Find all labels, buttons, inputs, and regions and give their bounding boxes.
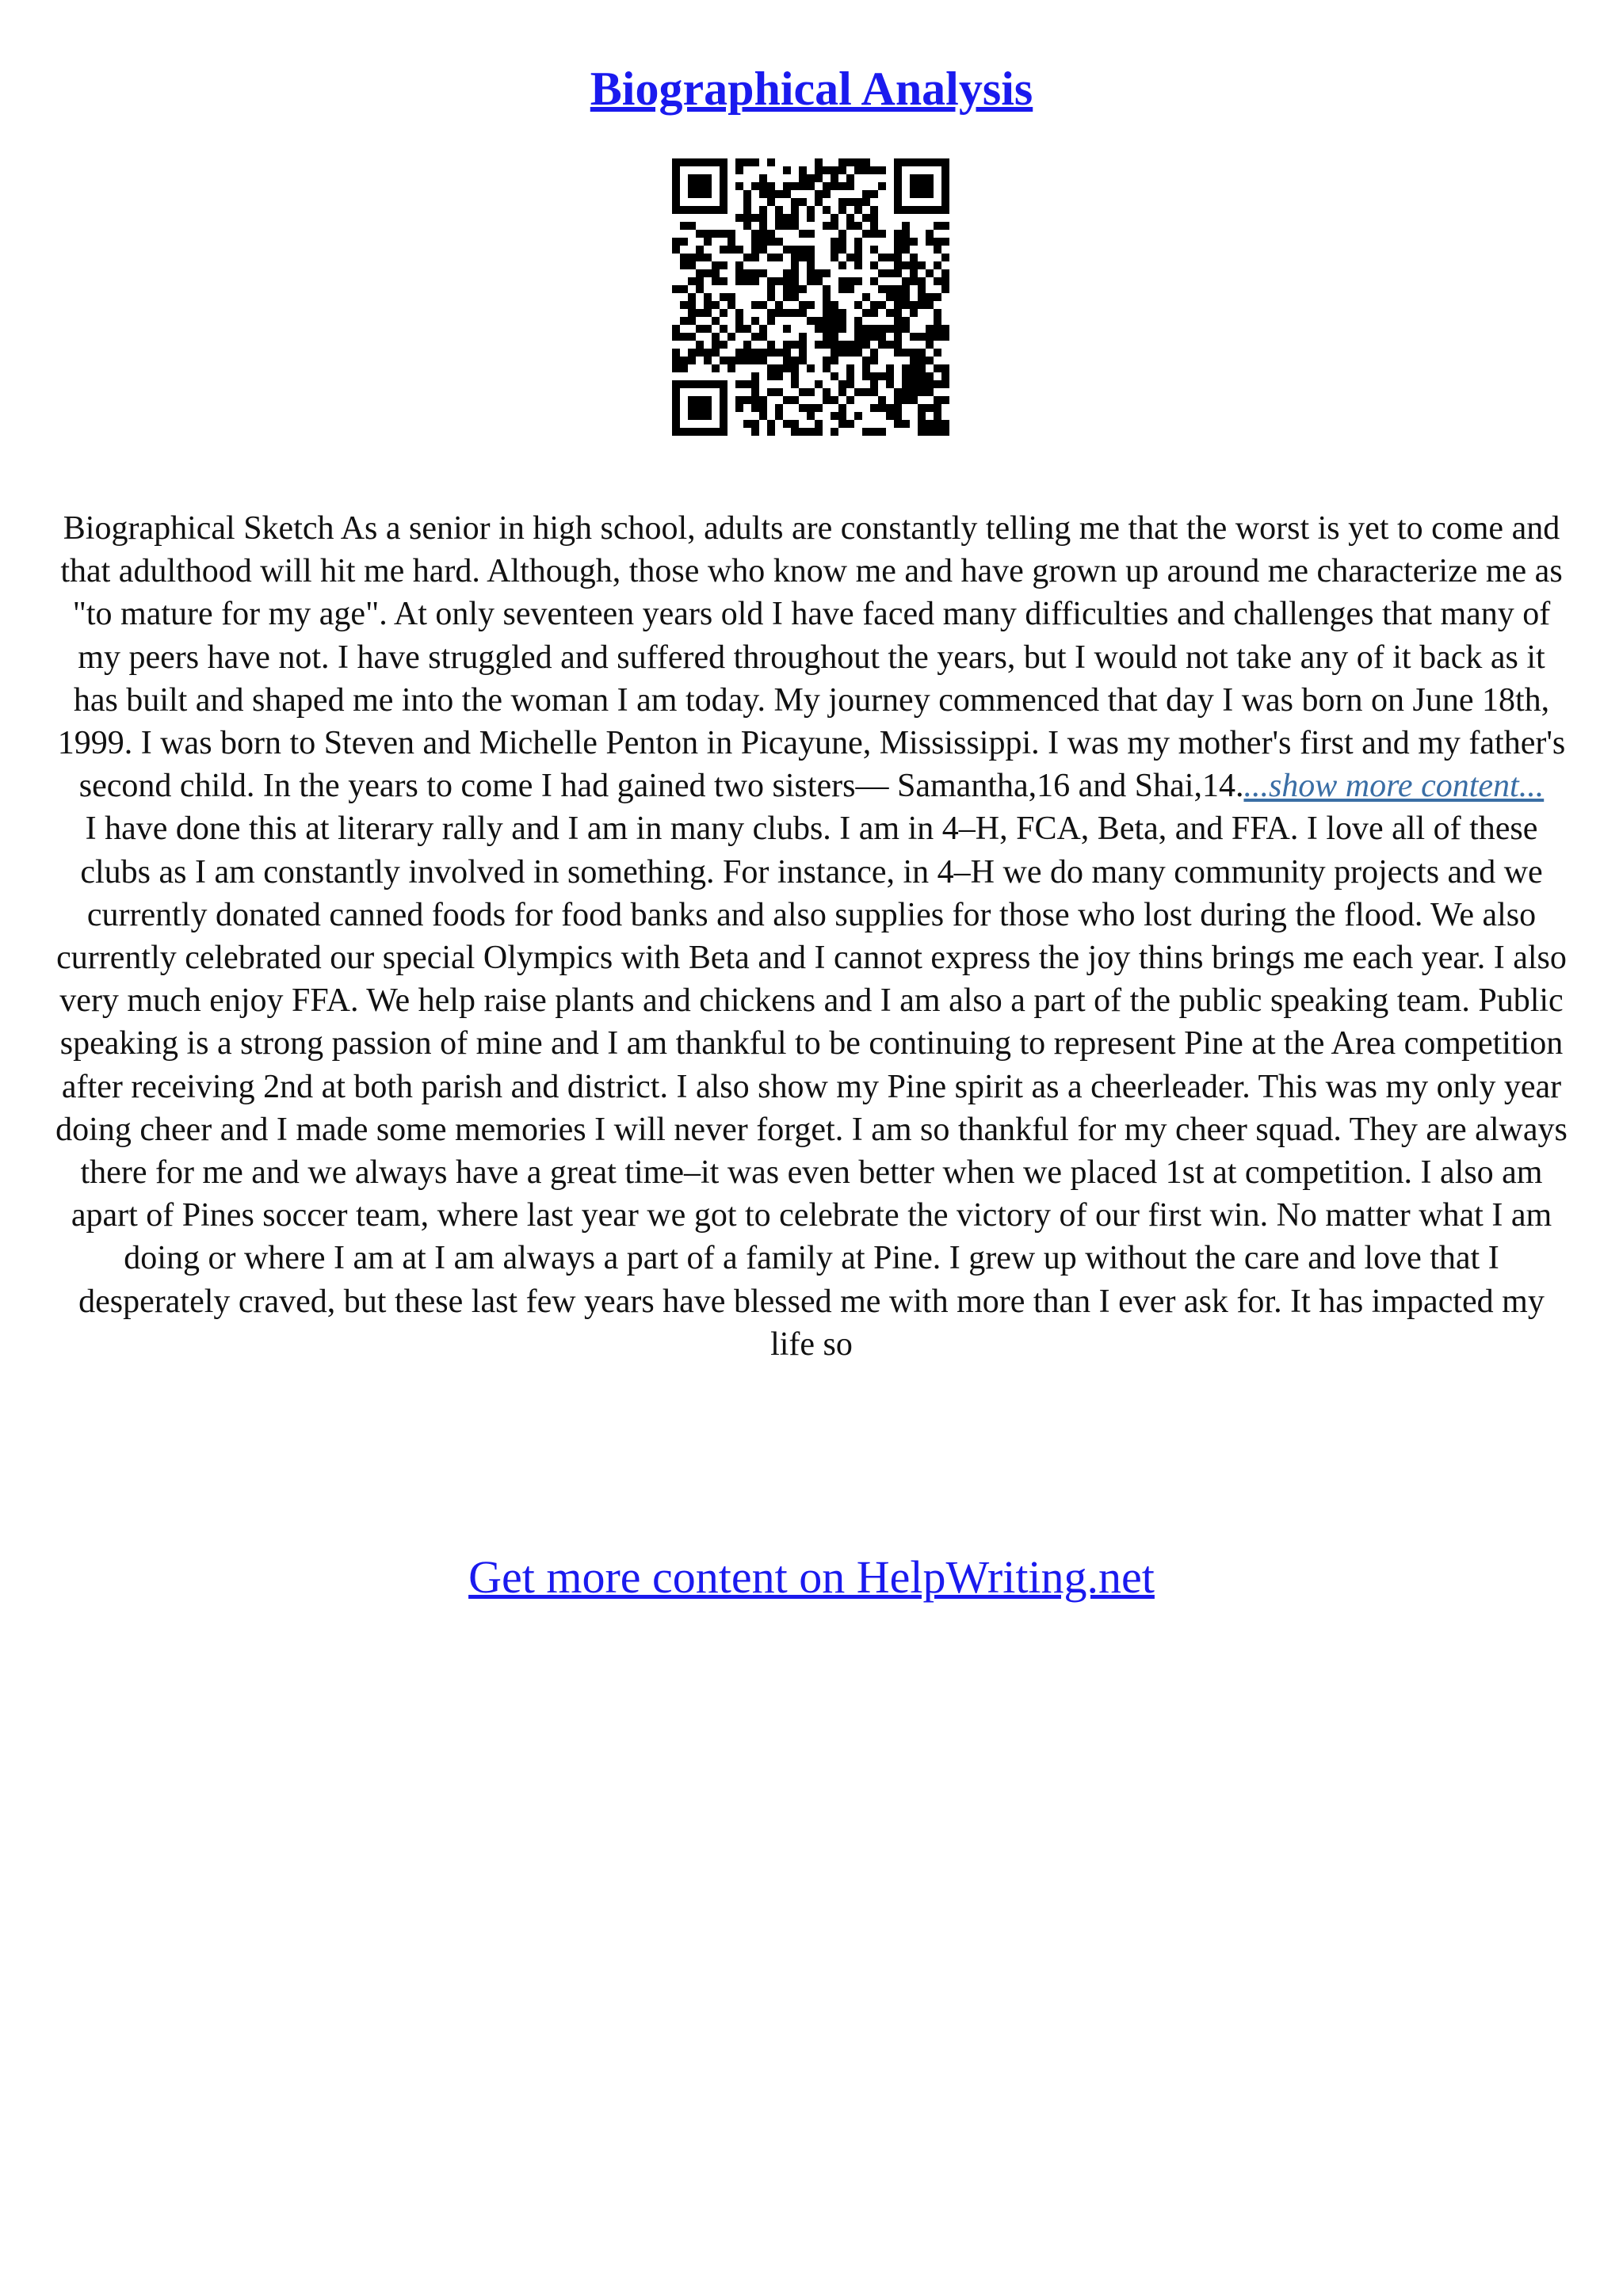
qr-code-icon — [664, 151, 957, 444]
excerpt-paragraph-continued: I have done this at literary rally and I am in many clubs. I am in 4–H, FCA, Beta, and FFA. I love all of these clubs as I am constantly involved in something. For instance, in 4–H we do many community projects and we currently donated canned foods for food banks and also supplies for those who lost during the flood. We also currently celebrated our special Olympics with Beta and I cannot express the joy thins brings me each year. I also very much enjoy FFA. We help raise plants and chickens and I am also a part of the public speaking team. Public speaking is a strong passion of mine and I am thankful to be continuing to represent Pine at the Area competition after receiving 2nd at both parish and district. I also show my Pine spirit as a cheerleader. This was my only year doing cheer and I made some memories I will never forget. I am so thankful for my cheer squad. They are always there for me and we always have a great time–it was even better when we placed 1st at competition. I also am apart of Pines soccer team, where last year we got to celebrate the victory of our first win. No matter what I am doing or where I am at I am always a part of a family at Pine. I grew up without the care and love that I desperately craved, but these last few years have blessed me with more than I ever ask for. It has impacted my life so — [55, 810, 1568, 1363]
get-more-content-link[interactable]: Get more content on HelpWriting.net — [468, 1551, 1155, 1603]
excerpt-paragraph — [55, 507, 1568, 807]
document-title-link[interactable]: Biographical Analysis — [590, 63, 1033, 115]
show-more-link[interactable]: ...show more content... — [1243, 768, 1545, 805]
qr-code — [664, 151, 957, 444]
document-body — [55, 507, 1568, 1366]
excerpt-text: Biographical Sketch As a senior in high school, adults are constantly telling me that the worst is yet to come and that adulthood will hit me hard. Although, those who know me and have grown up around me characterize me as "to mature for my age". At only seventeen years old I have faced many difficulties and challenges that many of my peers have not. I have struggled and suffered throughout the years, but I would not take any of it back as it has built and shaped me into the woman I am today. My journey commenced that day I was born on June 18th, 1999. I was born to Steven and Michelle Penton in Picayune, Mississippi. I was my mother's first and my father's second child. In the years to come I had gained two sisters— Samantha,16 and Shai,14. — [57, 510, 1566, 805]
